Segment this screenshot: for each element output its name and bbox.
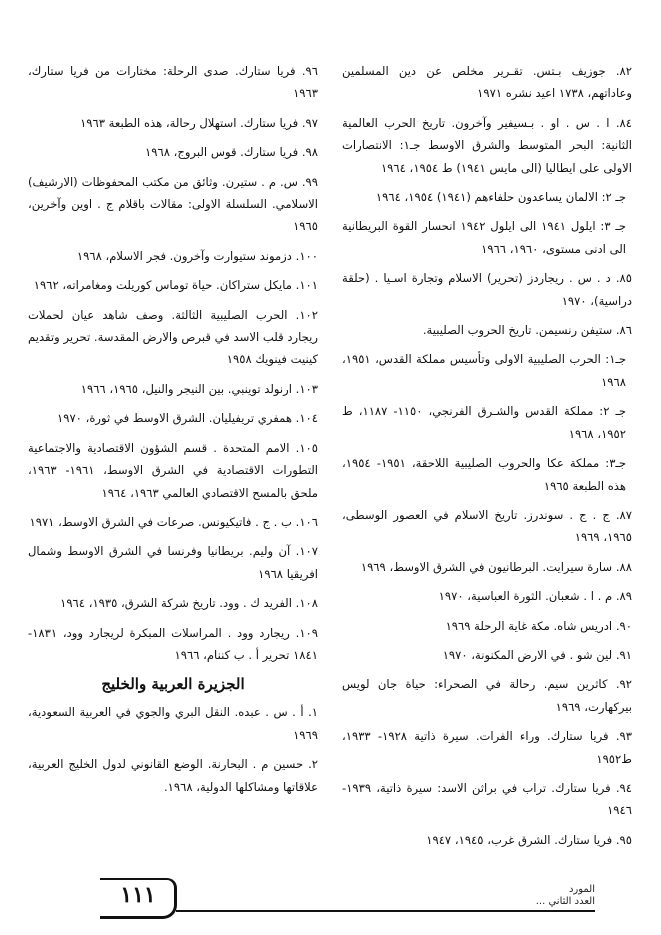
page-number: ١١١ — [120, 882, 156, 908]
bibliography-subentry: جـ ٢: الالمان يساعدون حلفاءهم (١٩٤١) ١٩٥٤، ١٩٦٤ — [375, 190, 626, 205]
left-column — [28, 60, 318, 805]
bibliography-entry: ٨٧. ج . ج . سوندرز. تاريخ الاسلام في العصور الوسطى، ١٩٦٥، ١٩٦٩ — [342, 507, 632, 545]
bibliography-entry: ٨٤. ا . س . او . بـسيفير وآخرون. تاريخ الحرب العالمية الثانية: البحر المتوسط والشرق الاوسط جـ١: الانتصارات الاولى على ايطاليا (الى مايس ١٩٤١) ط ١٩٥٤، ١٩٦٤ — [342, 115, 632, 175]
bibliography-entry: ٨٢. جوزيف بـتس. تقـرير مخلص عن دين المسلمين وعاداتهم، ١٧٣٨ اعيد نشره ١٩٧١ — [342, 64, 632, 101]
bibliography-subentry: جـ١: الحرب الصليبية الاولى وتأسيس مملكة القدس، ١٩٥١، ١٩٦٨ — [342, 352, 626, 389]
bibliography-entry: ٨٦. ستيفن رنسيمن. تاريخ الحروب الصليبية. — [422, 323, 632, 338]
bibliography-entry: ٩١. لين شو . في الارض المكنونة، ١٩٧٠ — [442, 647, 632, 662]
section-heading: الجزيرة العربية والخليج — [101, 675, 245, 694]
bibliography-entry: ٩٥. فريا ستارك. الشرق غرب، ١٩٤٥، ١٩٤٧ — [426, 832, 632, 847]
footer-rule — [176, 910, 595, 912]
bibliography-entry: ٩٩. س. م . ستيرن. وثائق من مكتب المحفوظات (الارشيف) الاسلامي. السلسلة الاولى: مقالات باقلام ج . اوين وآخرين، ١٩٦٥ — [28, 174, 318, 234]
bibliography-entry: ٩٠. ادريس شاه. مكة غاية الرحلة ١٩٦٩ — [445, 618, 632, 633]
running-footer-issue: العدد الثاني ... — [535, 896, 595, 907]
bibliography-entry: ١٠٧. آن وليم. بريطانيا وفرنسا في الشرق الاوسط وشمال افريقيا ١٩٦٨ — [28, 544, 318, 581]
bibliography-entry: ١٠١. مايكل ستراكان. حياة توماس كوريلت ومغامراته، ١٩٦٢ — [33, 278, 318, 293]
bibliography-entry: ٨٩. م . ا . شعبان. الثورة العباسية، ١٩٧٠ — [438, 589, 632, 604]
running-footer-journal: المورد — [568, 884, 595, 895]
bibliography-entry: ١٠٣. ارنولد توينبي. بين النيجر والنيل، ١٩٦٥، ١٩٦٦ — [80, 381, 318, 396]
bibliography-entry: ٩٧. فريا ستارك. استهلال رحالة، هذه الطبعة ١٩٦٣ — [80, 115, 318, 130]
bibliography-entry: ٨٥. د . س . ريجاردز (تحرير) الاسلام وتجارة اسـيا . (حلقة دراسية)، ١٩٧٠ — [342, 271, 632, 308]
bibliography-entry: ٩٤. فريا ستارك. تراب في براثن الاسد: سيرة ذاتية، ١٩٣٩- ١٩٤٦ — [342, 780, 632, 818]
bibliography-entry: ١. أ . س . عبده. النقل البري والجوي في العربية السعودية، ١٩٦٩ — [28, 705, 318, 742]
right-column — [342, 60, 632, 858]
bibliography-entry: ١٠٦. ب . ج . فاتيكيونس. صرعات في الشرق الاوسط، ١٩٧١ — [29, 514, 318, 529]
bibliography-subentry: جـ ٢: مملكة القدس والشـرق الفرنجي، ١١٥٠- ١١٨٧، ط ١٩٥٢، ١٩٦٨ — [342, 404, 627, 441]
bibliography-entry: ١٠٠. دزموند ستيوارت وآخرون. فجر الاسلام، ١٩٦٨ — [76, 248, 318, 263]
bibliography-entry: ١٠٢. الحرب الصليبية الثالثة. وصف شاهد عيان لحملات ريجارد قلب الاسد في قبرص والارض المقدسة. تحرير وتقديم كينيت فينويك ١٩٥٨ — [28, 307, 318, 367]
bibliography-entry: ١٠٥. الامم المتحدة . قسم الشؤون الاقتصادية والاجتماعية التطورات الاقتصادية في الشرق الاوسط، ١٩٦١- ١٩٦٣، ملحق بالمسح الاقتصادي العالمي ١٩٦٣، ١٩٦٤ — [28, 440, 318, 500]
bibliography-entry: ٢. حسين م . البحارنة. الوضع القانوني لدول الخليج العربية، علاقاتها ومشاكلها الدولية، ١٩٦٨. — [28, 757, 318, 794]
bibliography-entry: ٩٨. فريا ستارك. قوس البروج، ١٩٦٨ — [145, 145, 318, 160]
bibliography-entry: ١٠٩. ريجارد وود . المراسلات المبكرة لريجارد وود، ١٨٣١- ١٨٤١ تحرير أ . ب كننام، ١٩٦٦ — [28, 625, 318, 662]
bibliography-entry: ٩٦. فريا ستارك. صدى الرحلة: مختارات من فريا ستارك، ١٩٦٣ — [28, 64, 318, 101]
running-footer — [536, 884, 595, 908]
bibliography-entry: ١٠٨. الفريد ك . وود. تاريخ شركة الشرق، ١٩٣٥، ١٩٦٤ — [60, 596, 318, 611]
bibliography-subentry: جـ٣: مملكة عكا والحروب الصليبية اللاحقة، ١٩٥١- ١٩٥٤، هذه الطبعة ١٩٦٥ — [342, 456, 626, 493]
bibliography-entry: ٨٨. سارة سيرايت. البرطانيون في الشرق الاوسط، ١٩٦٩ — [360, 559, 632, 574]
bibliography-entry: ١٠٤. همفري تريفيليان. الشرق الاوسط في ثورة، ١٩٧٠ — [56, 411, 318, 426]
bibliography-entry: ٩٢. كاثرين سيم. رحالة في الصحراء: حياة جان لويس بيركهارت، ١٩٦٩ — [342, 677, 632, 714]
bibliography-subentry: جـ ٣: ايلول ١٩٤١ الى ايلول ١٩٤٢ انحسار القوة البريطانية الى ادنى مستوى، ١٩٦٠، ١٩٦٦ — [342, 219, 626, 256]
page-footer — [0, 872, 661, 922]
bibliography-entry: ٩٣. فريا ستارك. وراء الفرات. سيرة ذاتية ١٩٢٨- ١٩٣٣، ط١٩٥٢ — [342, 729, 633, 766]
